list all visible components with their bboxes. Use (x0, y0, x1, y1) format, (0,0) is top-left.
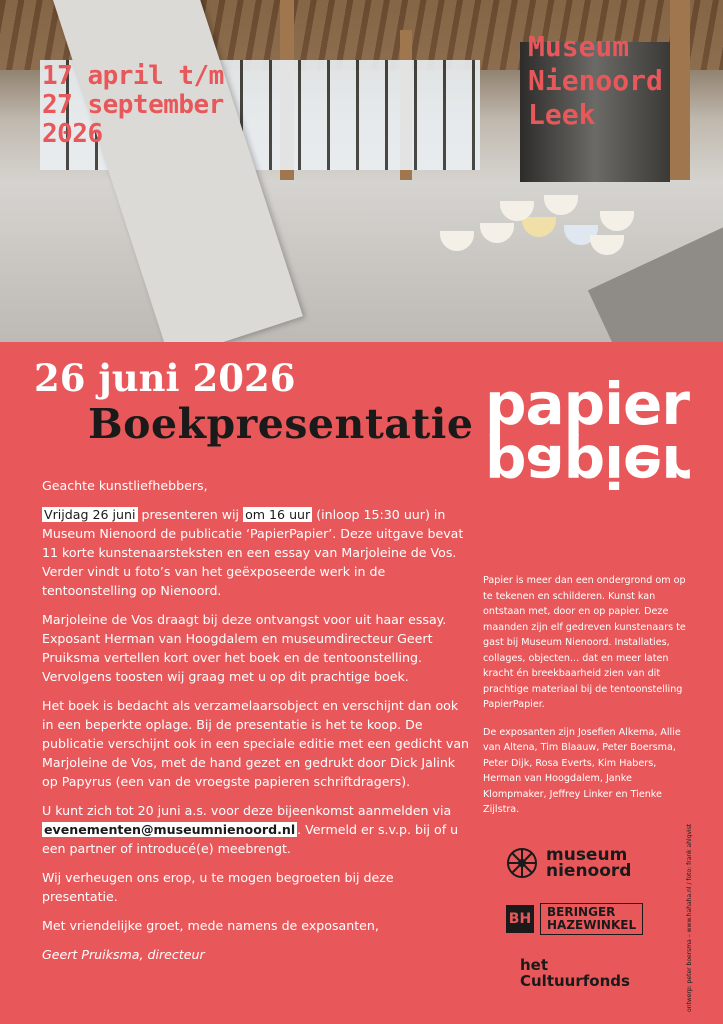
presentation-date: 26 juni 2026 (34, 356, 296, 400)
design-credits: ontwerp: peter boersma – www.hahaha.nl / foto: frank ahlqvist (686, 823, 693, 1012)
beringer-hazewinkel-logo (506, 903, 643, 935)
side-paragraph: De exposanten zijn Josefien Alkema, Allie van Altena, Tim Blaauw, Peter Boersma, Peter Dijk, Rosa Everts, Kim Habers, Herman van Hoogdalem, Janke Klompmaker, Jeffrey Linker en Tienke Zijlstra. (483, 726, 681, 815)
date-line: 27 september (42, 90, 224, 120)
logo-text: nienoord (546, 861, 632, 881)
greeting: Geachte kunstliefhebbers, (42, 478, 208, 493)
text-span: . Vermeld er s.v.p. bij of u een partner of introducé(e) meebrengt. (42, 822, 459, 856)
logo-text: museum (546, 845, 628, 865)
date-line: 17 april t/m (42, 61, 224, 91)
logo-word-top: papier (485, 370, 689, 438)
papierpapier-logo (485, 370, 689, 500)
letter-paragraph (42, 505, 472, 600)
logo-text: Cultuurfonds (520, 972, 630, 990)
logo-text: HAZEWINKEL (547, 918, 637, 932)
letter-paragraph: Wij verheugen ons erop, u te mogen begroeten bij deze presentatie. (42, 870, 394, 904)
logo-text: het (520, 956, 549, 974)
bh-mark: BH (506, 905, 534, 933)
signature: Geert Pruiksma, directeur (42, 947, 205, 962)
logo-word-bottom-mirrored: papier (485, 432, 689, 500)
side-paragraph: Papier is meer dan een ondergrond om op te tekenen en schilderen. Kunst kan ontstaan met, door en op papier. Deze maanden zijn elf gedreven kunstenaars te gast bij Museum Nienoord. Installaties, collages, objecten... dat en meer laten kracht én breekbaarheid zien van dit prachtige materiaal bij de tentoonstelling PapierPapier. (483, 575, 686, 710)
cultuurfonds-logo (520, 957, 630, 989)
logo-text: BERINGER (547, 905, 616, 919)
invitation-letter (42, 476, 472, 974)
highlight-date: Vrijdag 26 juni (44, 507, 136, 522)
museum-nienoord-logo (506, 847, 631, 879)
text-span: (inloop 15:30 uur) in Museum Nienoord de publicatie ‘PapierPapier’. Deze uitgave bevat 11 korte kunstenaarsteksten en een essay van Marjoleine de Vos. Verder vindt u foto’s van het geëxposeerde werk in de tentoonstelling op Nienoord. (42, 507, 464, 598)
letter-paragraph (42, 801, 472, 858)
museum-location (528, 30, 663, 132)
text-span: U kunt zich tot 20 juni a.s. voor deze bijeenkomst aanmelden via (42, 803, 452, 818)
sun-wheel-icon (506, 847, 538, 879)
text-span: presenteren wij (137, 507, 244, 522)
exhibition-dates (42, 62, 224, 149)
exhibition-description (483, 573, 695, 830)
letter-paragraph: Het boek is bedacht als verzamelaarsobject en verschijnt dan ook in een beperkte oplage. Bij de presentatie is het te koop. De publicatie verschijnt ook in een speciale editie met een gedicht van Marjoleine de Vos, met de hand gezet en gedrukt door Dick Jalink op Papyrus (een van de vroegste papieren schriftdragers). (42, 698, 470, 789)
highlight-time: om 16 uur (245, 507, 311, 522)
museum-line: Leek (528, 98, 596, 131)
exhibition-photo (0, 0, 723, 342)
letter-paragraph: Marjoleine de Vos draagt bij deze ontvangst voor uit haar essay. Exposant Herman van Hoogdalem en museumdirecteur Geert Pruiksma vertellen kort over het boek en de tentoonstelling. Vervolgens toosten wij graag met u op dit prachtige boek. (42, 612, 447, 684)
museum-line: Museum (528, 30, 630, 63)
museum-line: Nienoord (528, 64, 663, 97)
page-title: Boekpresentatie (88, 400, 474, 448)
letter-paragraph: Met vriendelijke groet, mede namens de exposanten, (42, 918, 379, 933)
email-link[interactable]: evenementen@museumnienoord.nl (44, 822, 296, 837)
paper-bowls-installation (440, 195, 660, 265)
date-line: 2026 (42, 119, 103, 149)
